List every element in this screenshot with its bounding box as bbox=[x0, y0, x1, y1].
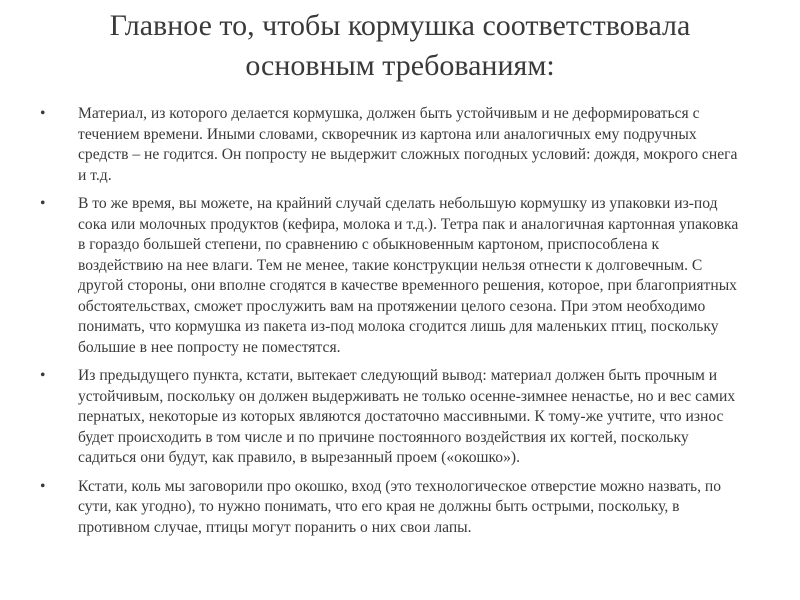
bullet-icon: • bbox=[40, 477, 46, 495]
bullet-item-durability bbox=[40, 366, 740, 469]
bullet-item-material bbox=[40, 104, 740, 186]
slide-title-line-1: Главное то, чтобы кормушка соответствовала bbox=[109, 9, 691, 42]
bullet-item-packaging bbox=[40, 194, 740, 358]
bullet-icon: • bbox=[40, 367, 46, 384]
bullet-text: Из предыдущего пункта, кстати, вытекает следующий вывод: материал должен быть прочным и устойчивым, поскольку он должен выдерживать не только осенне-зимнее ненастье, но и вес самих пернатых, некоторые из которых являются достаточно массивными. К тому-же учтите, что износ будет происходить в том числе и по причине постоянного воздействия их когтей, поскольку садиться они будут, как правило, в вырезанный проем («окошко»). bbox=[78, 367, 736, 466]
slide-title bbox=[40, 6, 760, 86]
bullet-icon: • bbox=[40, 105, 46, 122]
bullet-text: Материал, из которого делается кормушка, должен быть устойчивым и не деформироваться с течением времени. Иными словами, скворечник из картона или аналогичных ему подручных средств – не годится. Он попросту не выдержит сложных погодных условий: дождя, мокрого снега и т.д. bbox=[78, 105, 738, 184]
bullet-list bbox=[40, 104, 740, 546]
bullet-text: В то же время, вы можете, на крайний случай сделать небольшую кормушку из упаковки из-под сока или молочных продуктов (кефира, молока и т.д.). Тетра пак и аналогичная картонная упаковка в гораздо большей степени, по сравнению с обыкновенным картоном, приспособлена к воздействию на нее влаги. Тем не менее, такие конструкции нельзя отнести к долговечным. С другой стороны, они вполне сгодятся в качестве временного решения, которое, при благоприятных обстоятельствах, сможет прослужить вам на протяжении целого сезона. При этом необходимо понимать, что кормушка из пакета из-под молока сгодится лишь для маленьких птиц, поскольку большие в нее попросту не поместятся. bbox=[78, 195, 739, 356]
slide-title-line-2: основным требованиям: bbox=[245, 49, 555, 82]
bullet-icon: • bbox=[40, 195, 46, 212]
bullet-item-entrance bbox=[40, 477, 740, 539]
bullet-text: Кстати, коль мы заговорили про окошко, вход (это технологическое отверстие можно назвать, по сути, как угодно), то нужно понимать, что его края не должны быть острыми, поскольку, в противном случае, птицы могут поранить о них свои лапы. bbox=[78, 477, 722, 536]
